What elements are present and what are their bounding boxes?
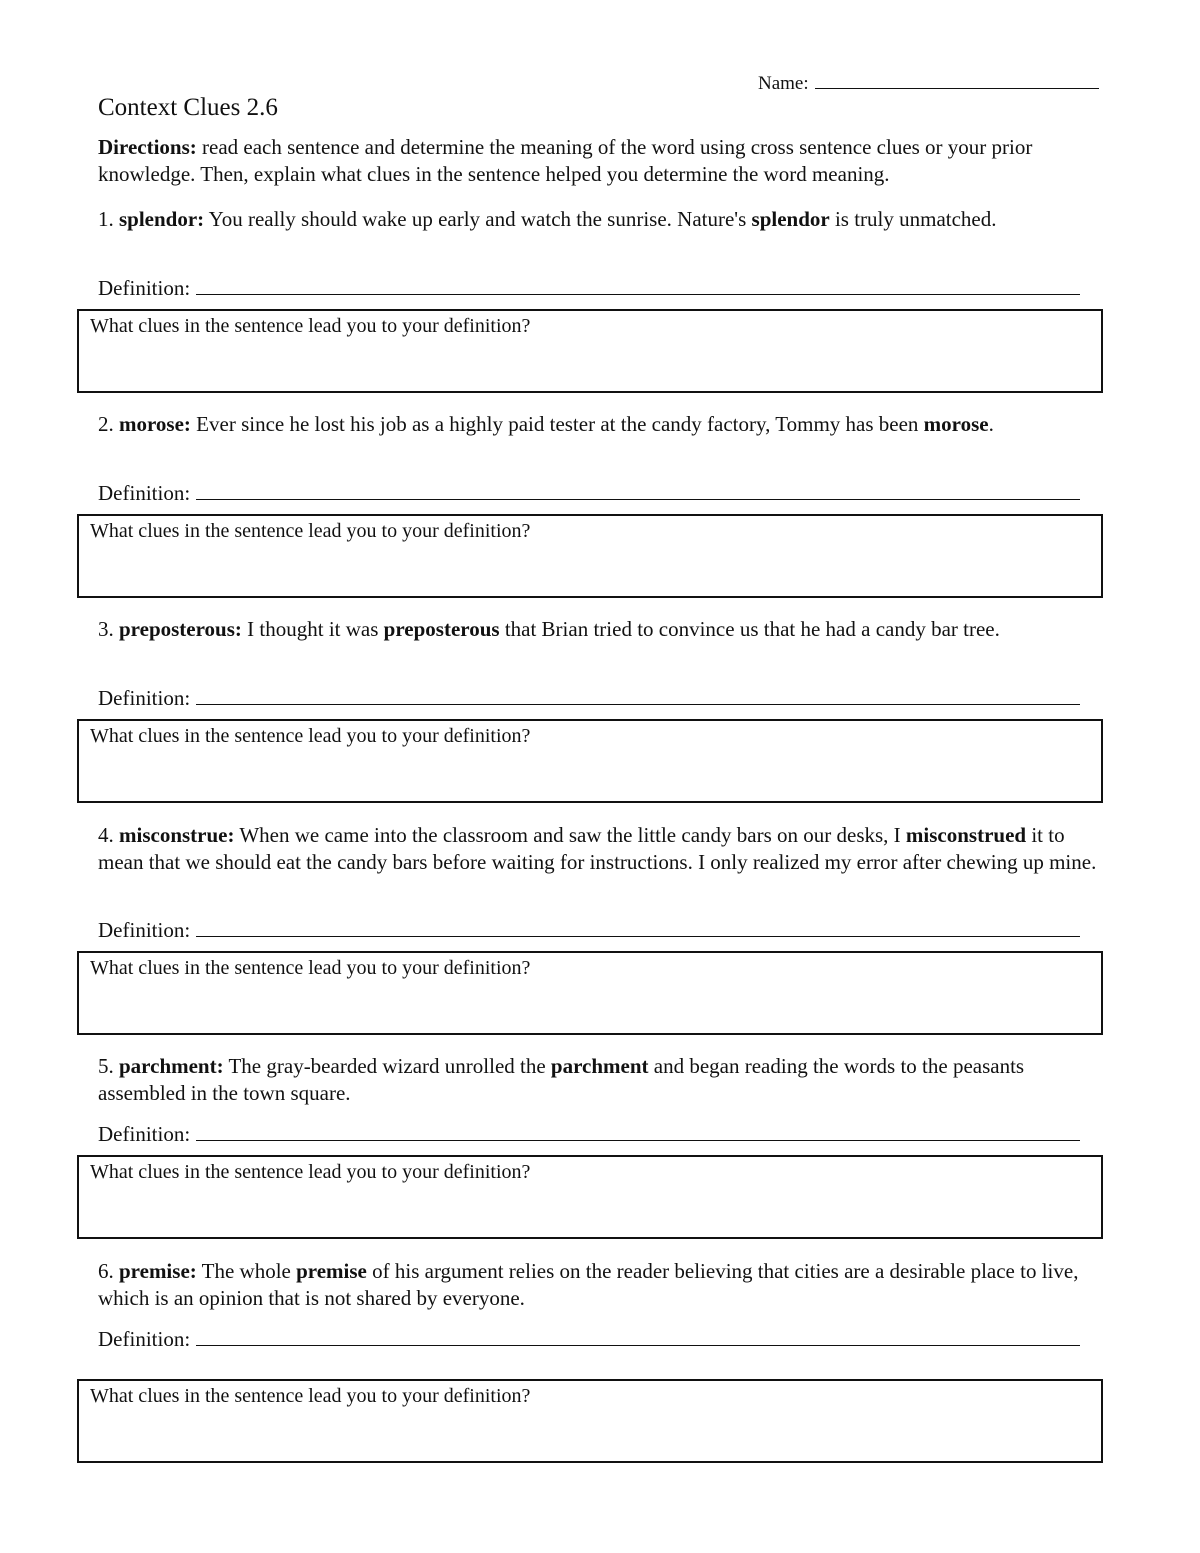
question-word: premise: xyxy=(119,1259,197,1283)
question-number: 6. xyxy=(98,1259,114,1283)
question-word: misconstrue: xyxy=(119,823,235,847)
sentence-part: The gray-bearded wizard unrolled the xyxy=(223,1054,551,1078)
question-number: 5. xyxy=(98,1054,114,1078)
definition-blank-line[interactable] xyxy=(196,1122,1080,1141)
definition-label: Definition: xyxy=(98,481,191,505)
sentence-part: it to mean that we should eat the candy bars before waiting for instructions. I only realized my error after chewing up mine. xyxy=(98,823,1097,874)
clue-prompt: What clues in the sentence lead you to your definition? xyxy=(90,520,531,542)
question-2 xyxy=(98,411,1098,438)
clue-answer-box[interactable] xyxy=(77,719,1103,803)
question-word: splendor: xyxy=(119,207,205,231)
question-number: 2. xyxy=(98,412,114,436)
question-word: parchment: xyxy=(119,1054,224,1078)
clue-prompt: What clues in the sentence lead you to your definition? xyxy=(90,1385,531,1407)
definition-row xyxy=(98,1122,1080,1147)
directions xyxy=(98,134,1108,188)
clue-answer-box[interactable] xyxy=(77,951,1103,1035)
clue-answer-box[interactable] xyxy=(77,309,1103,393)
name-blank-line[interactable] xyxy=(815,70,1099,89)
sentence-part: of his argument relies on the reader believing that cities are a desirable place to live, which is an opinion that is not shared by everyone. xyxy=(98,1259,1079,1310)
sentence-part: and began reading the words to the peasants assembled in the town square. xyxy=(98,1054,1025,1105)
page-title: Context Clues 2.6 xyxy=(98,94,278,121)
definition-blank-line[interactable] xyxy=(196,686,1080,705)
definition-blank-line[interactable] xyxy=(196,276,1080,295)
sentence-part: that Brian tried to convince us that he had a candy bar tree. xyxy=(499,617,1000,641)
definition-row xyxy=(98,918,1080,943)
question-3 xyxy=(98,616,1098,643)
name-row xyxy=(758,70,1099,95)
sentence-bold-word: morose xyxy=(923,412,989,436)
question-number: 3. xyxy=(98,617,114,641)
sentence-part: . xyxy=(988,412,994,436)
clue-prompt: What clues in the sentence lead you to your definition? xyxy=(90,1161,531,1183)
definition-label: Definition: xyxy=(98,276,191,300)
question-word: preposterous: xyxy=(119,617,242,641)
definition-row xyxy=(98,276,1080,301)
definition-blank-line[interactable] xyxy=(196,918,1080,937)
clue-prompt: What clues in the sentence lead you to your definition? xyxy=(90,725,531,747)
sentence-bold-word: parchment xyxy=(550,1054,649,1078)
definition-row xyxy=(98,481,1080,506)
clue-prompt: What clues in the sentence lead you to your definition? xyxy=(90,957,531,979)
question-5 xyxy=(98,1053,1098,1107)
sentence-part: Ever since he lost his job as a highly paid tester at the candy factory, Tommy has been xyxy=(190,412,924,436)
directions-text: read each sentence and determine the meaning of the word using cross sentence clues or your prior knowledge. Then, explain what clues in the sentence helped you determine the word meaning. xyxy=(98,135,1033,186)
sentence-part: I thought it was xyxy=(241,617,384,641)
question-6 xyxy=(98,1258,1098,1312)
directions-label: Directions: xyxy=(98,135,197,159)
sentence-part: When we came into the classroom and saw the little candy bars on our desks, I xyxy=(234,823,906,847)
definition-row xyxy=(98,686,1080,711)
sentence-part: The whole xyxy=(196,1259,297,1283)
clue-prompt: What clues in the sentence lead you to your definition? xyxy=(90,315,531,337)
sentence-bold-word: preposterous xyxy=(383,617,500,641)
question-word: morose: xyxy=(119,412,191,436)
definition-row xyxy=(98,1327,1080,1352)
question-1 xyxy=(98,206,1098,233)
sentence-bold-word: splendor xyxy=(751,207,830,231)
name-label: Name: xyxy=(758,73,809,94)
definition-label: Definition: xyxy=(98,1327,191,1351)
definition-label: Definition: xyxy=(98,918,191,942)
question-4 xyxy=(98,822,1098,876)
clue-answer-box[interactable] xyxy=(77,1379,1103,1463)
question-number: 4. xyxy=(98,823,114,847)
sentence-part: You really should wake up early and watch the sunrise. Nature's xyxy=(204,207,752,231)
sentence-bold-word: premise xyxy=(296,1259,367,1283)
definition-label: Definition: xyxy=(98,686,191,710)
question-number: 1. xyxy=(98,207,114,231)
definition-blank-line[interactable] xyxy=(196,481,1080,500)
sentence-bold-word: misconstrued xyxy=(905,823,1027,847)
definition-blank-line[interactable] xyxy=(196,1327,1080,1346)
sentence-part: is truly unmatched. xyxy=(829,207,997,231)
clue-answer-box[interactable] xyxy=(77,1155,1103,1239)
clue-answer-box[interactable] xyxy=(77,514,1103,598)
definition-label: Definition: xyxy=(98,1122,191,1146)
